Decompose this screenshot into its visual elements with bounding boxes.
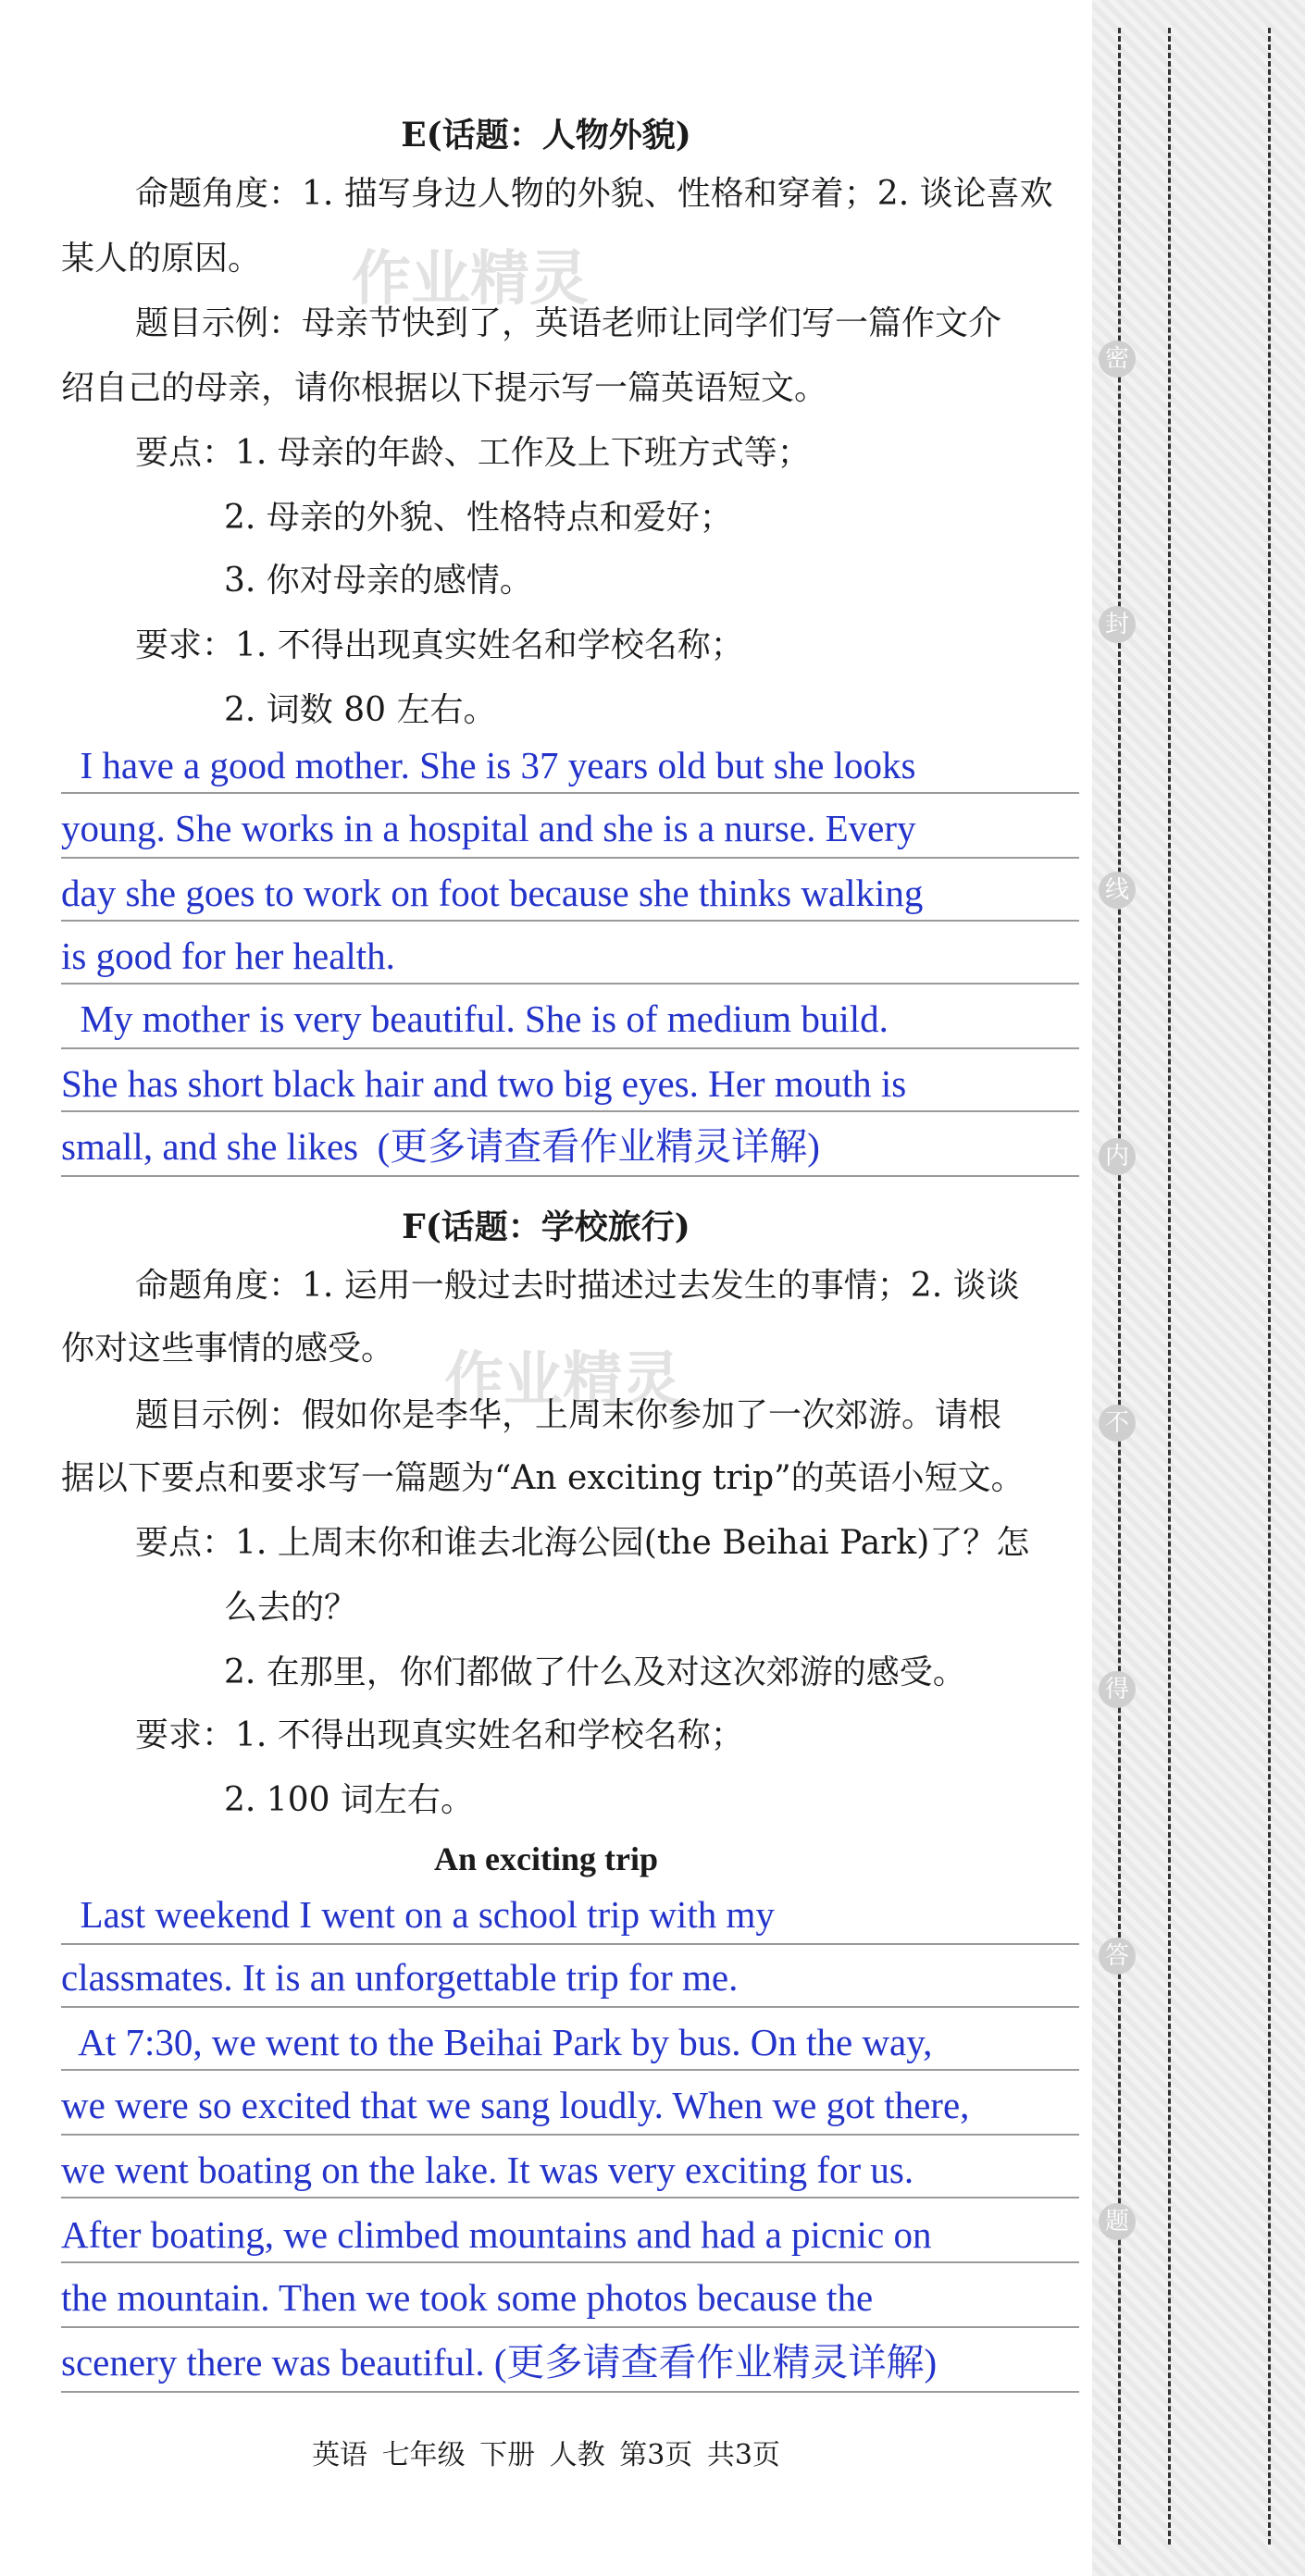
section-e-angle: 命题角度：1. 描写身边人物的外貌、性格和穿着；2. 谈论喜欢 [135,175,1053,213]
section-f-point-1: 要点：1. 上周末你和谁去北海公园(the Beihai Park)了？怎 [135,1524,1030,1562]
section-e-angle-cont: 某人的原因。 [61,240,262,278]
section-e-point-1: 要点：1. 母亲的年龄、工作及上下班方式等； [135,434,811,472]
answer-line: small, and she likes (更多请查看作业精灵详解) [61,1125,820,1168]
answer-line: My mother is very beautiful. She is of medium build. [61,997,889,1040]
binding-dashed-line [1268,28,1271,2545]
answer-rule [61,920,1079,922]
answer-line: is good for her health. [61,935,395,977]
section-e-example: 题目示例：母亲节快到了，英语老师让同学们写一篇作文介 [135,304,1002,342]
answer-line: At 7:30, we went to the Beihai Park by bus. On the way, [61,2021,933,2063]
section-f-angle-cont: 你对这些事情的感受。 [61,1330,395,1368]
section-e-point-2: 2. 母亲的外貌、性格特点和爱好； [224,499,733,537]
answer-rule [61,1047,1079,1049]
answer-rule [61,1110,1079,1112]
section-f-example-cont: 据以下要点和要求写一篇题为“An exciting trip”的英语小短文。 [61,1459,1025,1497]
answer-rule [61,2197,1079,2198]
section-f-example: 题目示例：假如你是李华，上周末你参加了一次郊游。请根 [135,1396,1002,1434]
answer-rule [61,857,1079,859]
binding-dashed-line [1168,28,1171,2545]
answer-line: we went boating on the lake. It was very exciting for us. [61,2149,914,2191]
answer-line: we were so excited that we sang loudly. When we got there, [61,2084,970,2126]
answer-rule [61,2006,1079,2008]
binding-seal: 线 [1099,872,1136,909]
section-e-requirement-2: 2. 词数 80 左右。 [224,691,497,729]
answer-line: scenery there was beautiful. (更多请查看作业精灵详解) [61,2341,938,2384]
section-f-angle: 命题角度：1. 运用一般过去时描述过去发生的事情；2. 谈谈 [135,1267,1020,1305]
section-e-example-cont: 绍自己的母亲，请你根据以下提示写一篇英语短文。 [61,369,828,407]
answer-rule [61,983,1079,985]
answer-rule [61,2069,1079,2071]
answer-line: day she goes to work on foot because she thinks walking [61,872,924,914]
answer-rule [61,1943,1079,1945]
answer-line: the mountain. Then we took some photos because the [61,2276,874,2319]
answer-line: She has short black hair and two big eyes. Her mouth is [61,1062,907,1105]
binding-seal: 封 [1099,606,1136,643]
answer-rule [61,1175,1079,1177]
section-f-requirement-2: 2. 100 词左右。 [224,1781,474,1819]
binding-seal: 得 [1099,1671,1136,1708]
answer-line: After boating, we climbed mountains and had a picnic on [61,2213,932,2256]
section-f-point-2: 2. 在那里，你们都做了什么及对这次郊游的感受。 [224,1653,966,1691]
answer-line: Last weekend I went on a school trip with my [61,1893,775,1936]
binding-seal: 内 [1099,1138,1136,1175]
section-f-heading: F(话题：学校旅行) [402,1208,690,1246]
answer-line: I have a good mother. She is 37 years old but she looks [61,744,916,786]
answer-rule [61,2391,1079,2393]
watermark: 作业精灵 [352,244,589,314]
watermark: 作业精灵 [444,1345,681,1415]
binding-seal: 答 [1099,1938,1136,1975]
section-e-point-3: 3. 你对母亲的感情。 [224,562,533,600]
answer-rule [61,2134,1079,2136]
section-e-heading: E(话题：人物外貌) [401,116,691,155]
binding-dashed-line [1118,28,1121,2545]
binding-margin [1092,0,1305,2576]
essay-title: An exciting trip [434,1840,658,1877]
section-f-requirement-1: 要求：1. 不得出现真实姓名和学校名称； [135,1716,744,1754]
binding-seal: 题 [1099,2203,1136,2240]
answer-rule [61,2326,1079,2328]
answer-rule [61,792,1079,794]
binding-seal: 密 [1099,341,1136,378]
answer-line: classmates. It is an unforgettable trip for me. [61,1956,739,1999]
page-footer: 英语 七年级 下册 人教 第3页 共3页 [312,2439,780,2471]
answer-rule [61,2261,1079,2263]
binding-seal: 不 [1099,1405,1136,1442]
section-f-point-1-cont: 么去的？ [224,1589,358,1627]
answer-line: young. She works in a hospital and she is a nurse. Every [61,807,916,849]
section-e-requirement-1: 要求：1. 不得出现真实姓名和学校名称； [135,626,744,664]
